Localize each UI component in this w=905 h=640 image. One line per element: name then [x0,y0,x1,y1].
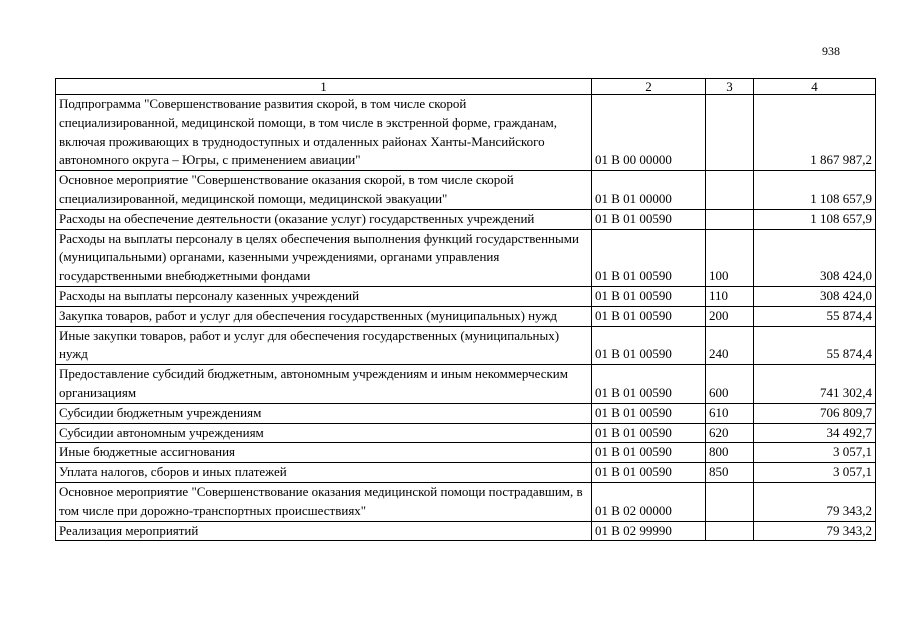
row-name: Основное мероприятие "Совершенствование оказания медицинской помощи пострадавшим, в том числе при дорожно-транспортных происшествиях" [56,482,592,521]
row-amount: 308 424,0 [754,286,876,306]
row-amount: 79 343,2 [754,521,876,541]
row-name: Иные закупки товаров, работ и услуг для обеспечения государственных (муниципальных) нужд [56,326,592,365]
table-row [56,286,876,306]
row-code: 01 В 01 00590 [592,229,706,286]
row-name: Подпрограмма "Совершенствование развития скорой, в том числе скорой специализированной, медицинской помощи, в том числе в экстренной форме, гражданам, включая проживающих в труднодоступных и отдаленных районах Ханты-Мансийского автономного округа – Югры, с применением авиации" [56,95,592,171]
row-name: Субсидии автономным учреждениям [56,423,592,443]
table-row [56,95,876,171]
row-amount: 1 108 657,9 [754,171,876,210]
row-type: 100 [706,229,754,286]
header-row [56,79,876,95]
row-name: Расходы на выплаты персоналу казенных учреждений [56,286,592,306]
row-code: 01 В 01 00590 [592,403,706,423]
row-amount: 3 057,1 [754,443,876,463]
row-type: 600 [706,365,754,404]
table-row [56,365,876,404]
header-cell-4: 4 [754,79,876,95]
budget-table [55,78,876,541]
table-row [56,306,876,326]
row-type: 800 [706,443,754,463]
row-code: 01 В 01 00590 [592,423,706,443]
row-amount: 706 809,7 [754,403,876,423]
row-name: Уплата налогов, сборов и иных платежей [56,463,592,483]
row-name: Основное мероприятие "Совершенствование оказания скорой, в том числе скорой специализированной, медицинской помощи, медицинской эвакуации" [56,171,592,210]
row-code: 01 В 02 00000 [592,482,706,521]
row-code: 01 В 02 99990 [592,521,706,541]
row-code: 01 В 01 00590 [592,365,706,404]
row-type [706,482,754,521]
row-type: 240 [706,326,754,365]
row-type: 850 [706,463,754,483]
row-name: Реализация мероприятий [56,521,592,541]
row-amount: 3 057,1 [754,463,876,483]
row-amount: 1 867 987,2 [754,95,876,171]
header-cell-2: 2 [592,79,706,95]
row-type [706,521,754,541]
row-name: Субсидии бюджетным учреждениям [56,403,592,423]
page-number: 938 [822,44,840,58]
row-amount: 1 108 657,9 [754,209,876,229]
row-code: 01 В 01 00590 [592,443,706,463]
row-type: 200 [706,306,754,326]
row-code: 01 В 01 00590 [592,286,706,306]
row-amount: 308 424,0 [754,229,876,286]
table-row [56,403,876,423]
row-code: 01 В 01 00000 [592,171,706,210]
table-row [56,423,876,443]
row-name: Расходы на обеспечение деятельности (оказание услуг) государственных учреждений [56,209,592,229]
row-name: Предоставление субсидий бюджетным, автономным учреждениям и иным некоммерческим организациям [56,365,592,404]
row-name: Иные бюджетные ассигнования [56,443,592,463]
header-cell-1: 1 [56,79,592,95]
row-type: 620 [706,423,754,443]
table-row [56,463,876,483]
row-code: 01 В 01 00590 [592,326,706,365]
table-row [56,521,876,541]
row-type: 110 [706,286,754,306]
row-amount: 55 874,4 [754,326,876,365]
row-amount: 741 302,4 [754,365,876,404]
row-amount: 79 343,2 [754,482,876,521]
header-cell-3: 3 [706,79,754,95]
table-row [56,209,876,229]
row-amount: 34 492,7 [754,423,876,443]
row-code: 01 В 00 00000 [592,95,706,171]
row-type [706,95,754,171]
row-code: 01 В 01 00590 [592,463,706,483]
row-type: 610 [706,403,754,423]
row-type [706,209,754,229]
row-name: Расходы на выплаты персоналу в целях обеспечения выполнения функций государственными (муниципальными) органами, казенными учреждениями, органами управления государственными внебюджетными фондами [56,229,592,286]
row-type [706,171,754,210]
row-code: 01 В 01 00590 [592,209,706,229]
table-row [56,482,876,521]
row-name: Закупка товаров, работ и услуг для обеспечения государственных (муниципальных) нужд [56,306,592,326]
row-code: 01 В 01 00590 [592,306,706,326]
row-amount: 55 874,4 [754,306,876,326]
table-row [56,326,876,365]
table-row [56,443,876,463]
table-row [56,229,876,286]
table-row [56,171,876,210]
